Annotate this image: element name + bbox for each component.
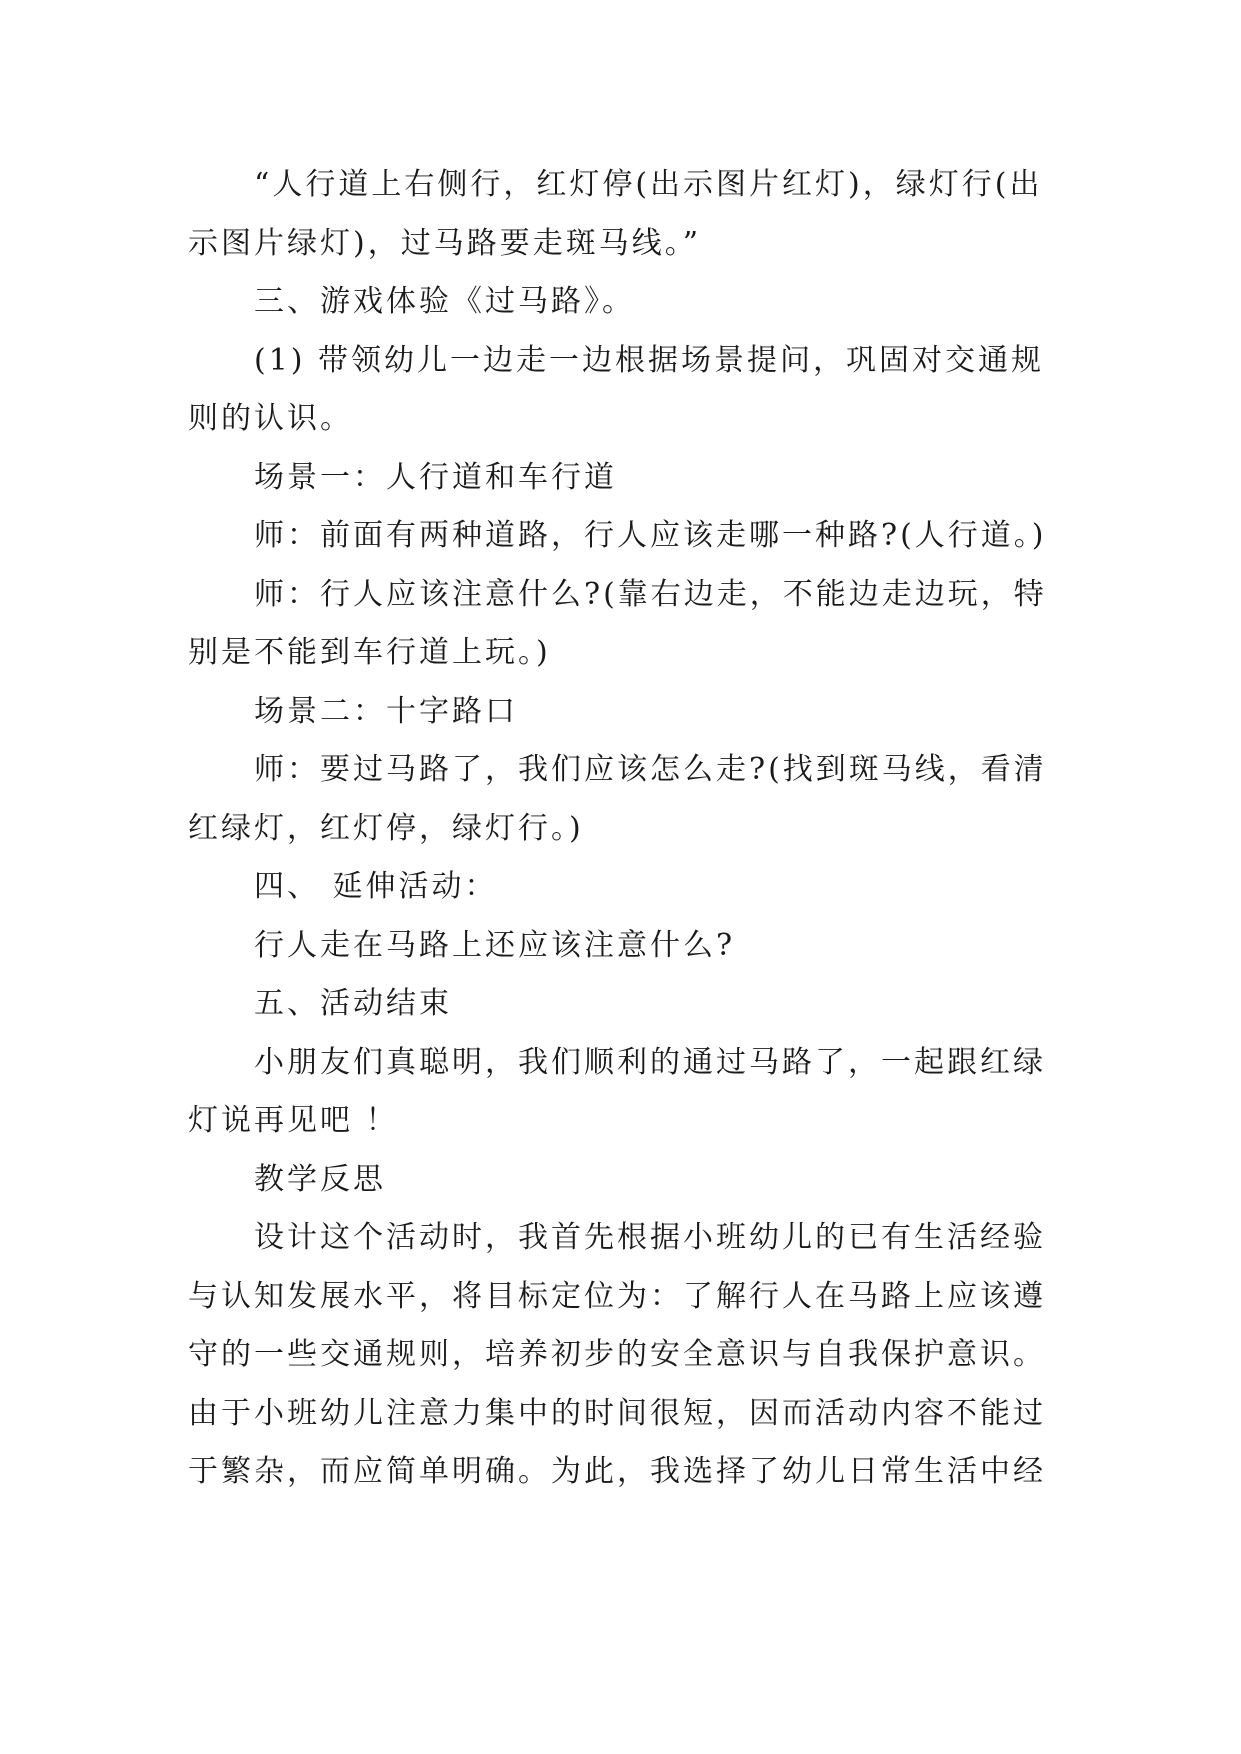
scene-one-title: 场景一：人行道和车行道 <box>254 459 617 495</box>
closing-remark: 小朋友们真聪明，我们顺利的通过马路了，一起跟红绿灯说再见吧 ！ <box>188 1044 1046 1138</box>
heading-activity-end: 五、活动结束 <box>254 986 452 1021</box>
scene-two-title: 场景二：十字路口 <box>254 693 518 729</box>
paragraph-step-1: (1) 带领幼儿一边走一边根据场景提问，巩固对交通规则的认识。 <box>188 342 1045 436</box>
teacher-question-1: 师：前面有两种道路，行人应该走哪一种路?(人行道。) <box>254 518 1047 553</box>
teacher-question-2: 师：行人应该注意什么?(靠右边走，不能边走边玩，特别是不能到车行道上玩。) <box>188 576 1047 670</box>
paragraph-traffic-rhyme: “人行道上右侧行，红灯停(出示图片红灯)，绿灯行(出示图片绿灯)，过马路要走斑马线。” <box>188 167 1043 261</box>
heading-extension-activity: 四、 延伸活动： <box>254 869 498 904</box>
reflection-paragraph: 设计这个活动时，我首先根据小班幼儿的已有生活经验与认知发展水平，将目标定位为：了解行人在马路上应该遵守的一些交通规则，培养初步的安全意识与自我保护意识。由于小班幼儿注意力集中的时间很短，因而活动内容不能过于繁杂，而应简单明确。为此，我选择了幼儿日常生活中经 <box>188 1220 1046 1489</box>
document-body <box>188 156 1068 1502</box>
teacher-question-3: 师：要过马路了，我们应该怎么走?(找到斑马线，看清红绿灯，红灯停，绿灯行。) <box>188 752 1047 846</box>
extension-question: 行人走在马路上还应该注意什么? <box>254 927 736 963</box>
heading-teaching-reflection: 教学反思 <box>254 1161 386 1197</box>
heading-game-experience: 三、游戏体验《过马路》。 <box>254 284 635 319</box>
